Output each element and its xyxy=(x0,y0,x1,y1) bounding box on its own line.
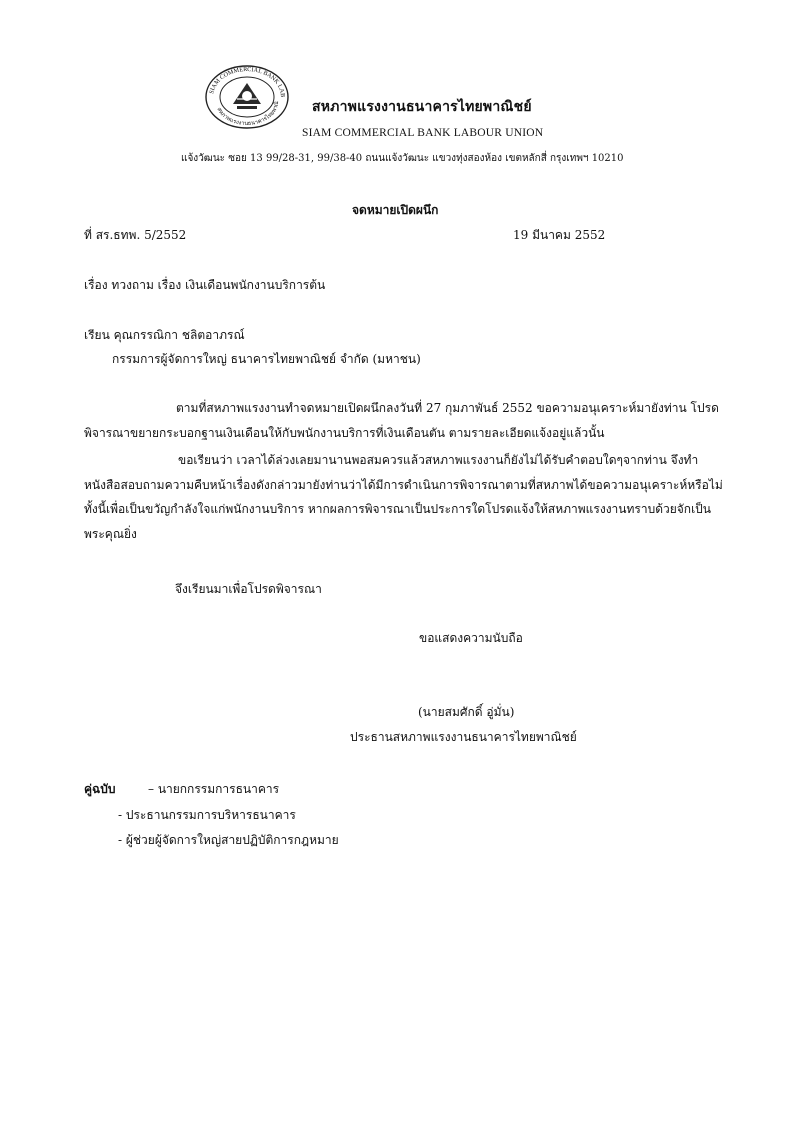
body-line: ทั้งนี้เพื่อเป็นขวัญกำลังใจแก่พนักงานบริการ หากผลการพิจารณาเป็นประการใดโปรดแจ้งให้สหภาพแรงงานทราบด้วยจักเป็น xyxy=(84,502,711,516)
body-line: พิจารณาขยายกระบอกฐานเงินเดือนให้กับพนักงานบริการที่เงินเดือนตัน ตามรายละเอียดแจ้งอยู่แล้วนั้น xyxy=(84,425,605,440)
document-title: จดหมายเปิดผนึก xyxy=(352,203,439,217)
body-line: พระคุณยิ่ง xyxy=(84,526,137,541)
body-line: หนังสือสอบถามความคืบหน้าเรื่องดังกล่าวมายังท่านว่าได้มีการดำเนินการพิจารณาตามที่สหภาพได้ขอความอนุเคราะห์หรือไม่ xyxy=(84,477,723,492)
body-line: ตามที่สหภาพแรงงานทำจดหมายเปิดผนึกลงวันที่ 27 กุมภาพันธ์ 2552 ขอความอนุเคราะห์มายังท่าน โปรด xyxy=(176,401,719,415)
reference-number: ที่ สร.ธทพ. 5/2552 xyxy=(84,228,187,242)
recipient-title: กรรมการผู้จัดการใหญ่ ธนาคารไทยพาณิชย์ จำกัด (มหาชน) xyxy=(112,352,421,366)
signer-position: ประธานสหภาพแรงงานธนาคารไทยพาณิชย์ xyxy=(350,730,577,744)
document-date: 19 มีนาคม 2552 xyxy=(513,228,606,242)
org-name-english: SIAM COMMERCIAL BANK LABOUR UNION xyxy=(302,127,544,139)
closing-request: จึงเรียนมาเพื่อโปรดพิจารณา xyxy=(175,582,322,596)
body-line: ขอเรียนว่า เวลาได้ล่วงเลยมานานพอสมควรแล้วสหภาพแรงงานก็ยังไม่ได้รับคำตอบใดๆจากท่าน จึงทำ xyxy=(178,453,699,467)
logo-ring-text: SIAM COMMERCIAL BANK LAB xyxy=(208,65,287,98)
union-logo xyxy=(204,64,290,130)
subject-line: เรื่อง ทวงถาม เรื่อง เงินเดือนพนักงานบริการต้น xyxy=(84,278,326,292)
cc-main-recipient: – นายกกรรมการธนาคาร xyxy=(148,782,280,796)
closing-regards: ขอแสดงความนับถือ xyxy=(419,631,523,645)
org-name-thai: สหภาพแรงงานธนาคารไทยพาณิชย์ xyxy=(312,99,532,115)
cc-label: คู่ฉบับ xyxy=(84,782,116,796)
org-address: แจ้งวัฒนะ ซอย 13 99/28-31, 99/38-40 ถนนแจ้งวัฒนะ แขวงทุ่งสองห้อง เขตหลักสี่ กรุงเทพฯ 10210 xyxy=(181,153,624,164)
cc-item: - ผู้ช่วยผู้จัดการใหญ่สายปฏิบัติการกฎหมาย xyxy=(118,833,339,847)
cc-item: - ประธานกรรมการบริหารธนาคาร xyxy=(118,808,296,822)
body-paragraph-1 xyxy=(84,396,724,445)
body-paragraph-2 xyxy=(84,448,724,546)
logo-ring-text-thai: สหภาพแรงงานธนาคารไทยพาณิ xyxy=(215,100,281,128)
recipient-name: เรียน คุณกรรณิกา ชลิตอาภรณ์ xyxy=(84,328,245,342)
signer-name: (นายสมศักดิ์ อู่มั่น) xyxy=(418,705,515,719)
